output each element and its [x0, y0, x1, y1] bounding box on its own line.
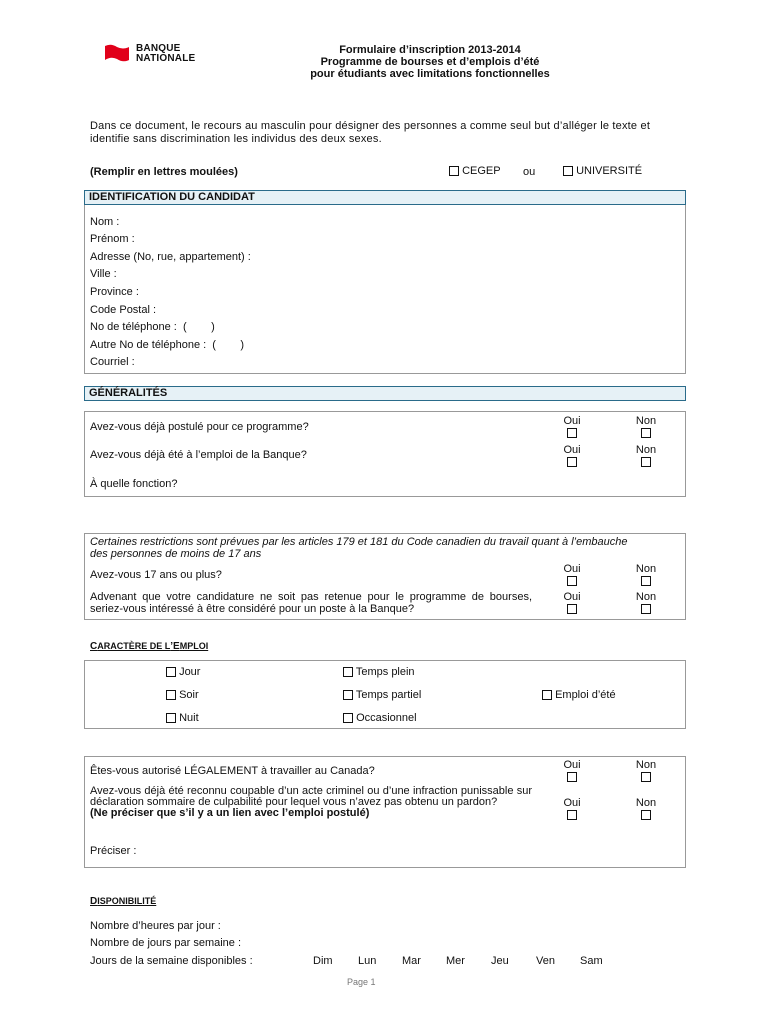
q2-no-checkbox[interactable]	[641, 457, 651, 467]
or-text: ou	[523, 166, 536, 178]
question-casier-note: (Ne préciser que s’il y a un lien avec l’emploi postulé)	[90, 807, 370, 819]
bank-logo-text	[136, 44, 195, 64]
disponibilite-heading-initial: D	[90, 896, 98, 907]
l1-yes-checkbox[interactable]	[567, 772, 577, 782]
question-casier-text: Avez-vous déjà été reconnu coupable d’un acte criminel ou d’une infraction punissable sur déclaration sommaire de culpabilité pour lequel vous n’avez pas obtenu un pardon?	[90, 785, 532, 808]
temps-plein-checkbox[interactable]	[343, 667, 353, 677]
university-option[interactable]	[563, 165, 642, 177]
field-code-postal[interactable]: Code Postal :	[90, 304, 157, 316]
r1-no[interactable]	[633, 563, 659, 587]
l2-no-checkbox[interactable]	[641, 810, 651, 820]
l2-yes[interactable]	[562, 797, 582, 821]
r1-yes[interactable]	[562, 563, 582, 587]
yes-label: Oui	[563, 591, 581, 603]
option-jour[interactable]	[166, 666, 200, 678]
caractere-heading-part1: ARACTÈRE DE L	[97, 641, 171, 651]
q1-yes[interactable]	[562, 415, 582, 439]
temps-partiel-checkbox[interactable]	[343, 690, 353, 700]
nuit-label: Nuit	[179, 712, 199, 724]
intro-paragraph: Dans ce document, le recours au masculin pour désigner des personnes a comme seul but d’alléger le texte et identifie sans discrimination les individus des deux sexes.	[90, 120, 651, 145]
r1-no-checkbox[interactable]	[641, 576, 651, 586]
option-temps-partiel[interactable]	[343, 689, 421, 701]
generalites-heading: GÉNÉRALITÉS	[84, 386, 686, 401]
field-courriel[interactable]: Courriel :	[90, 356, 135, 368]
weekday-sam[interactable]: Sam	[580, 955, 603, 967]
option-emploi-ete[interactable]	[542, 689, 616, 701]
field-preciser[interactable]: Préciser :	[90, 845, 137, 857]
occasionnel-label: Occasionnel	[356, 712, 417, 724]
bank-logo-icon	[104, 43, 130, 63]
weekday-ven[interactable]: Ven	[536, 955, 555, 967]
jour-checkbox[interactable]	[166, 667, 176, 677]
caractere-heading-initial: C	[90, 641, 98, 652]
yes-label: Oui	[563, 563, 581, 575]
weekdays-label: Jours de la semaine disponibles :	[90, 955, 253, 967]
occasionnel-checkbox[interactable]	[343, 713, 353, 723]
university-checkbox[interactable]	[563, 166, 573, 176]
no-label: Non	[635, 563, 657, 575]
disponibilite-heading-rest: ISPONIBILITÉ	[97, 896, 157, 906]
cegep-label: CEGEP	[462, 165, 501, 177]
field-jours-par-semaine[interactable]: Nombre de jours par semaine :	[90, 937, 242, 949]
logo-line-1: BANQUE	[136, 43, 181, 54]
q1-no-checkbox[interactable]	[641, 428, 651, 438]
weekday-mer[interactable]: Mer	[446, 955, 465, 967]
weekday-mar[interactable]: Mar	[402, 955, 421, 967]
weekday-jeu[interactable]: Jeu	[491, 955, 509, 967]
soir-label: Soir	[179, 689, 199, 701]
field-heures-par-jour[interactable]: Nombre d’heures par jour :	[90, 920, 221, 932]
option-nuit[interactable]	[166, 712, 199, 724]
yes-label: Oui	[563, 444, 581, 456]
logo-line-2: NATIONALE	[136, 53, 196, 64]
disponibilite-heading	[90, 896, 156, 907]
field-ville[interactable]: Ville :	[90, 268, 117, 280]
yes-label: Oui	[563, 797, 581, 809]
question-autorise-travailler: Êtes-vous autorisé LÉGALEMENT à travailler au Canada?	[90, 765, 375, 777]
l2-no[interactable]	[633, 797, 659, 821]
temps-partiel-label: Temps partiel	[355, 689, 422, 701]
r2-yes-checkbox[interactable]	[567, 604, 577, 614]
r2-no[interactable]	[633, 591, 659, 615]
q1-no[interactable]	[633, 415, 659, 439]
title-line-1: Formulaire d’inscription 2013-2014	[339, 44, 521, 56]
r2-yes[interactable]	[562, 591, 582, 615]
soir-checkbox[interactable]	[166, 690, 176, 700]
caractere-heading-part2: MPLOI	[179, 641, 209, 651]
q1-yes-checkbox[interactable]	[567, 428, 577, 438]
weekday-dim[interactable]: Dim	[313, 955, 333, 967]
form-title	[260, 44, 600, 80]
l1-no-checkbox[interactable]	[641, 772, 651, 782]
question-postule: Avez-vous déjà postulé pour ce programme?	[90, 421, 309, 433]
page-number: Page 1	[347, 977, 376, 987]
yes-label: Oui	[563, 759, 581, 771]
title-line-3: pour étudiants avec limitations fonctionnelles	[310, 68, 550, 80]
university-label: UNIVERSITÉ	[576, 165, 643, 177]
q2-no[interactable]	[633, 444, 659, 468]
field-autre-telephone[interactable]: Autre No de téléphone : ( )	[90, 339, 245, 351]
fill-note: (Remplir en lettres moulées)	[90, 166, 238, 178]
yes-label: Oui	[563, 415, 581, 427]
l1-no[interactable]	[633, 759, 659, 783]
option-temps-plein[interactable]	[343, 666, 415, 678]
r1-yes-checkbox[interactable]	[567, 576, 577, 586]
l1-yes[interactable]	[562, 759, 582, 783]
temps-plein-label: Temps plein	[355, 666, 415, 678]
no-label: Non	[635, 797, 657, 809]
cegep-option[interactable]	[449, 165, 501, 177]
emploi-ete-checkbox[interactable]	[542, 690, 552, 700]
field-nom[interactable]: Nom :	[90, 216, 120, 228]
no-label: Non	[635, 444, 657, 456]
cegep-checkbox[interactable]	[449, 166, 459, 176]
caractere-heading	[90, 641, 208, 652]
question-fonction[interactable]: À quelle fonction?	[90, 478, 178, 490]
question-emploi-banque: Avez-vous déjà été à l’emploi de la Banque?	[90, 449, 307, 461]
option-soir[interactable]	[166, 689, 199, 701]
r2-no-checkbox[interactable]	[641, 604, 651, 614]
restrictions-note: Certaines restrictions sont prévues par les articles 179 et 181 du Code canadien du travail quant à l’embauche des personnes de moins de 17 ans	[90, 536, 628, 560]
no-label: Non	[635, 591, 657, 603]
question-casier	[90, 786, 532, 819]
field-prenom[interactable]: Prénom :	[90, 233, 135, 245]
no-label: Non	[635, 759, 657, 771]
title-line-2: Programme de bourses et d’emplois d’été	[320, 56, 540, 68]
field-province[interactable]: Province :	[90, 286, 139, 298]
q2-yes-checkbox[interactable]	[567, 457, 577, 467]
nuit-checkbox[interactable]	[166, 713, 176, 723]
jour-label: Jour	[179, 666, 201, 678]
identification-heading: IDENTIFICATION DU CANDIDAT	[84, 190, 686, 205]
question-autre-poste: Advenant que votre candidature ne soit pas retenue pour le programme de bourses, seriez-vous intéressé à être considéré pour un poste à la Banque?	[90, 591, 532, 615]
field-adresse[interactable]: Adresse (No, rue, appartement) :	[90, 251, 251, 263]
caractere-heading-mid: ’E	[170, 641, 180, 652]
emploi-ete-label: Emploi d’été	[555, 689, 616, 701]
weekday-lun[interactable]: Lun	[358, 955, 377, 967]
q2-yes[interactable]	[562, 444, 582, 468]
l2-yes-checkbox[interactable]	[567, 810, 577, 820]
option-occasionnel[interactable]	[343, 712, 417, 724]
field-telephone[interactable]: No de téléphone : ( )	[90, 321, 215, 333]
no-label: Non	[635, 415, 657, 427]
question-17-ans: Avez-vous 17 ans ou plus?	[90, 569, 222, 581]
